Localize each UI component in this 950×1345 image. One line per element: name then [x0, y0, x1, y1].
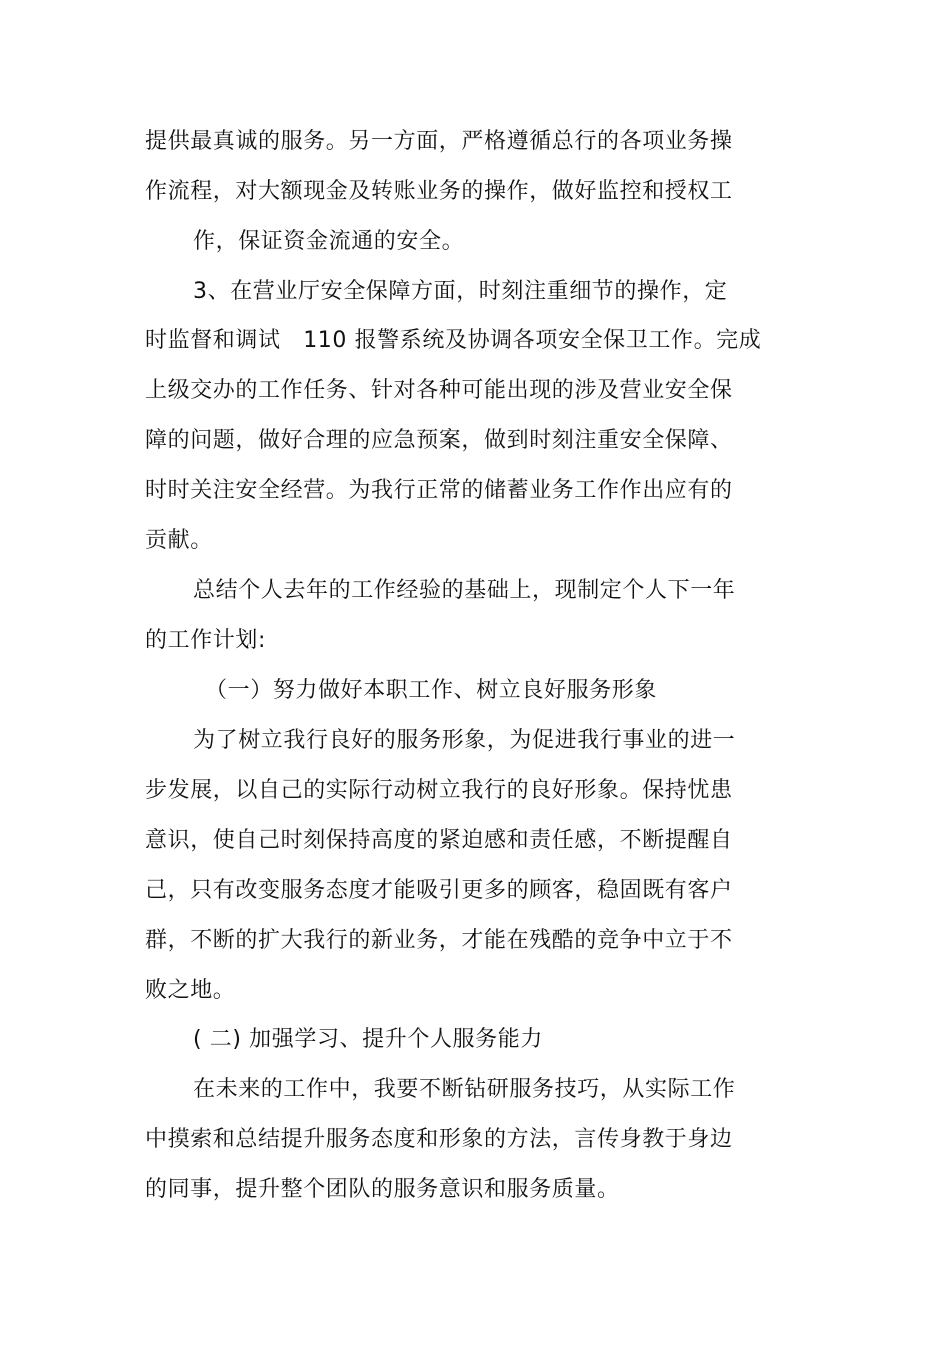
- text-line: 3、在营业厅安全保障方面，时刻注重细节的操作，定: [193, 279, 728, 304]
- text-line: 障的问题，做好合理的应急预案，做到时刻注重安全保障、: [145, 428, 733, 453]
- text-line: 作，保证资金流通的安全。: [193, 229, 465, 254]
- text-line: 群，不断的扩大我行的新业务，才能在残酷的竞争中立于不: [145, 928, 733, 953]
- text-line: 为了树立我行良好的服务形象，为促进我行事业的进一: [193, 728, 736, 753]
- text-line: 贡献。: [145, 528, 213, 553]
- section-heading: （一）努力做好本职工作、树立良好服务形象: [205, 678, 658, 703]
- text-line: 时监督和调试 110 报警系统及协调各项安全保卫工作。完成: [145, 328, 762, 353]
- text-line: 中摸索和总结提升服务态度和形象的方法，言传身教于身边: [145, 1127, 733, 1152]
- text-line: 意识，使自己时刻保持高度的紧迫感和责任感，不断提醒自: [145, 828, 733, 853]
- text-line: 步发展，以自己的实际行动树立我行的良好形象。保持忧患: [145, 778, 733, 803]
- text-line: 的工作计划:: [145, 628, 267, 653]
- text-line: 上级交办的工作任务、针对各种可能出现的涉及营业安全保: [145, 378, 733, 403]
- section-heading: ( 二) 加强学习、提升个人服务能力: [193, 1027, 543, 1052]
- text-line: 时时关注安全经营。为我行正常的储蓄业务工作作出应有的: [145, 478, 733, 503]
- text-line: 的同事，提升整个团队的服务意识和服务质量。: [145, 1177, 620, 1202]
- text-line: 败之地。: [145, 978, 236, 1003]
- text-line: 总结个人去年的工作经验的基础上，现制定个人下一年: [193, 578, 736, 603]
- text-line: 己，只有改变服务态度才能吸引更多的顾客，稳固既有客户: [145, 878, 733, 903]
- text-line: 提供最真诚的服务。另一方面，严格遵循总行的各项业务操: [145, 129, 733, 154]
- text-line: 作流程，对大额现金及转账业务的操作，做好监控和授权工: [145, 179, 733, 204]
- text-line: 在未来的工作中，我要不断钻研服务技巧，从实际工作: [193, 1077, 736, 1102]
